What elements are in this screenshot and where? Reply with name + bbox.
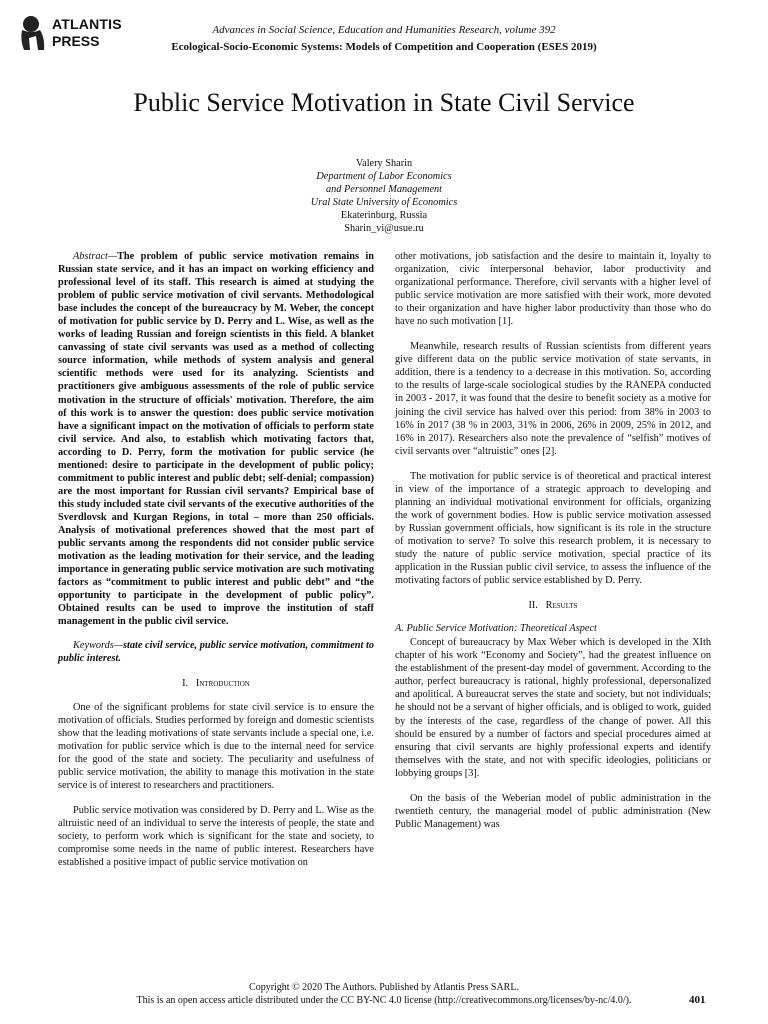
- atlas-figure-icon: [18, 14, 48, 52]
- keywords-text: state civil service, public service motivation, commitment to public interest.: [58, 640, 374, 665]
- results-paragraph-2: On the basis of the Weberian model of public administration in the twentieth century, the managerial model of public administration (New Public Management) was: [395, 792, 711, 830]
- body-paragraph-continued: other motivations, job satisfaction and the desire to maintain it, loyalty to organization, civic interpersonal behavior, labor productivity and organizational performance. Therefore, civil servants with a higher level of public service motivation are more satisfied with their work, more devoted to their organization and have higher labor productivity than those who do have no such motivation [1].: [395, 251, 711, 328]
- section-number: II.: [528, 600, 538, 612]
- results-paragraph-1: Concept of bureaucracy by Max Weber which is developed in the XIth chapter of his work “Economy and Society”, had the greatest influence on the establishment of the present-day model of government. According to the author, perfect bureaucracy is rational, highly professional, depersonalized and apolitical. A bureaucrat serves the state and society, but not individuals; he should not be a servant of higher officials, and is obliged to work, guided by the interests of the case, regardless of the change of power. All this should be ensured by a number of factors and special procedures aimed at ensuring that civil servants are highly professional experts and identify themselves with the state, and not with specific ideologies, politicians or lobbying groups [3].: [395, 637, 711, 779]
- author-city: Ekaterinburg, Russia: [340, 210, 428, 222]
- body-paragraph-3: The motivation for public service is of theoretical and practical interest in view of the importance of a strategic approach to developing and planning an individual motivational environment for officials, organizing the work of government bodies. How is public service motivation assessed by Russian government officials, how significant is its role in the structure of motivation to serve? To solve this research problem, it is necessary to study the nature of public service motivation, special practice of its application in the Russian public civil service, to assess the influence of the motivating factors of public service established by D. Perry.: [395, 470, 711, 587]
- author-university: Ural State University of Economics: [310, 197, 458, 209]
- section-heading-results: [395, 599, 711, 612]
- intro-paragraph-2: Public service motivation was considered by D. Perry and L. Wise as the altruistic need of an individual to serve the interests of people, the state and society, to perform work which is significant for the state and society, to compromise some needs in the name of public interest. Researchers have established a positive impact of public service motivation on: [58, 804, 374, 869]
- publisher-logo: [18, 14, 148, 54]
- conference-header: Ecological-Socio-Economic Systems: Models of Competition and Cooperation (ESES 2019): [171, 41, 597, 53]
- subsection-heading: A. Public Service Motivation: Theoretical Aspect: [395, 623, 597, 635]
- body-paragraph-2: Meanwhile, research results of Russian scientists from different years give different data on the public service motivation of state servants, in addition, there is a tendency to a decrease in this motivation. So, according to the results of large-scale sociological studies by the RANEPA conducted in 2003 - 2017, it was found that the desire to benefit society as a motive for joining the civil service has halved over this period: from 38% in 2003 to 16% in 2017 (38 % in 2003, 31% in 2006, 26% in 2009, 25% in 2012, and 16% in 2017). Researchers also note the prevalence of “selfish” motives of civil servants over “altruistic” ones [2].: [395, 341, 711, 457]
- keywords: [58, 639, 374, 665]
- journal-header: Advances in Social Science, Education and Humanities Research, volume 392: [212, 24, 556, 36]
- keywords-label: Keywords—: [73, 640, 123, 652]
- author-dept-line1: Department of Labor Economics: [316, 171, 452, 183]
- section-title: Introduction: [195, 678, 250, 690]
- section-number: I.: [182, 678, 189, 690]
- left-column: [58, 250, 374, 869]
- publisher-name-line1: ATLANTIS: [52, 16, 122, 32]
- abstract-text: The problem of public service motivation remains in Russian state service, and it has an impact on working efficiency and professional level of its staff. This research is aimed at studying the problem of public service motivation of civil servants. Methodological base includes the concept of the bureaucracy by M. Weber, the concept of motivation for public service by D. Perry and L. Wise, as well as the works of leading Russian and foreign scientists in this field. A blanket canvassing of state civil servants was used as a method of collecting source information, while methods of system analysis and general scientific methods were used for its analyzing. Scientists and practitioners give ambiguous assessments of the role of public service motivation in the structure of officials' motivation. Therefore, the aim of this work is to answer the question: does public service motivation have a significant impact on the motivation of officials to perform state civil service. And also, to establish which motivating factors that, according to D. Perry, form the motivation for public service (he mentioned: desire to participate in the development of public policy; commitment to public interest and public debt; self-denial; compassion) are the most important for Russian civil servants? Empirical base of this study included state civil servants of the executive authorities of the Sverdlovsk and Kurgan Regions, in total – more than 250 officials. Analysis of motivational preferences showed that the most part of public servants among the respondents did not consider public service motivation as the leading motivation for their service, and the leading importance in generating public service motivation are such motivating factors as “commitment to public interest and public debt” and “the opportunity to participate in the development of public policy”. Obtained results can be used to improve the institution of staff management in the public civil service.: [58, 251, 374, 628]
- copyright-line: Copyright © 2020 The Authors. Published by Atlantis Press SARL.: [249, 982, 519, 993]
- right-column: [395, 250, 711, 831]
- section-title: Results: [545, 600, 578, 612]
- page-number: 401: [689, 994, 706, 1006]
- author-block: [0, 157, 768, 236]
- paper-title: Public Service Motivation in State Civil Service: [133, 88, 635, 117]
- author-name: Valery Sharin: [355, 158, 413, 169]
- abstract-label: Abstract—: [73, 251, 118, 262]
- publisher-name-line2: PRESS: [52, 33, 100, 49]
- section-heading-introduction: [58, 677, 374, 690]
- page-footer: [0, 982, 768, 1007]
- license-line: This is an open access article distributed under the CC BY-NC 4.0 license (http://creativecommons.org/licenses/by-nc/4.0/).: [136, 994, 632, 1006]
- author-email: Sharin_vi@usue.ru: [344, 223, 424, 235]
- intro-paragraph-1: One of the significant problems for state civil service is to ensure the motivation of officials. Studies performed by foreign and domestic scientists show that the leading motivations of state servants include a special one, i.e. motivation for public service which is due to the internal need for service for the good of the state and society. The peculiarity and usefulness of public service motivation, the ability to manage this motivation in the state service is of interest to researchers and practitioners.: [58, 701, 374, 791]
- author-dept-line2: and Personnel Management: [325, 184, 443, 196]
- abstract: [58, 250, 374, 628]
